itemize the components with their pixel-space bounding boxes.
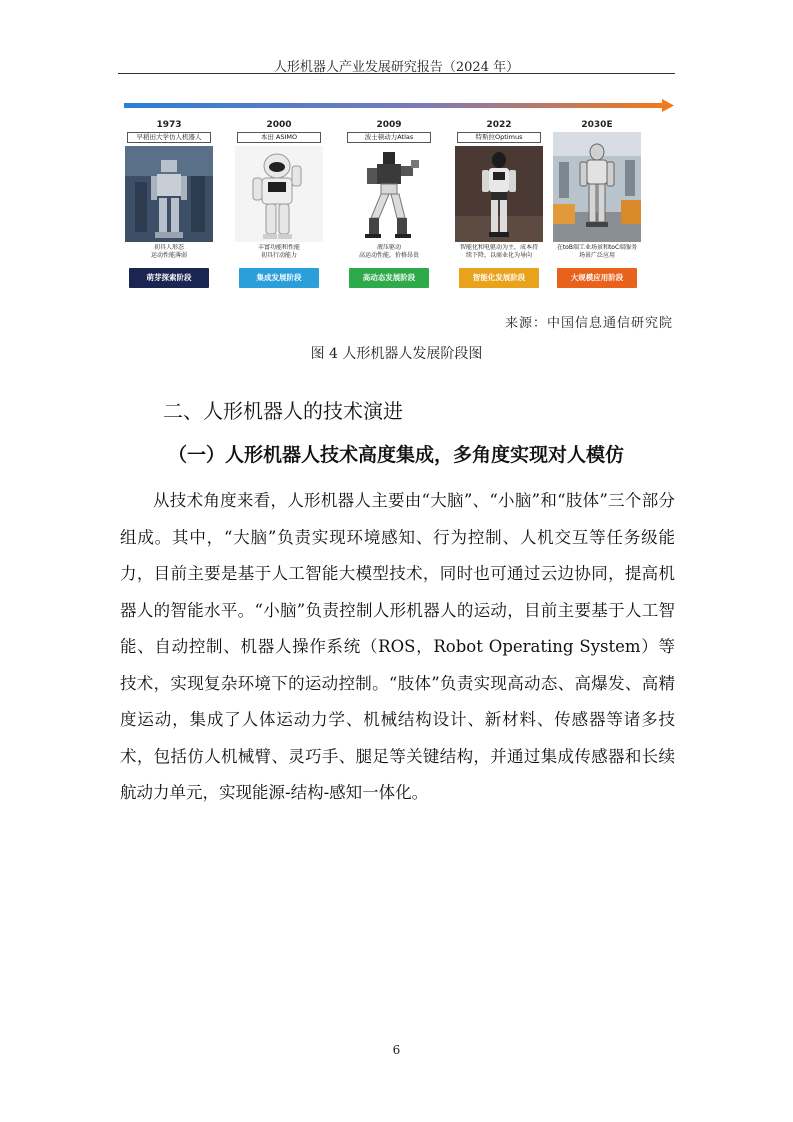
- body-paragraph: 从技术角度来看，人形机器人主要由“大脑”、“小脑”和“肢体”三个部分组成。其中，“大脑”负责实现环境感知、行为控制、人机交互等任务级能力，目前主要是基于人工智能大模型技术，同时也可通过云边协同，提高机器人的智能水平。“小脑”负责控制人形机器人的运动，目前主要基于人工智能、自动控制、机器人操作系统（ROS，Robot Operating System）等技术，实现复杂环境下的运动控制。“肢体”负责实现高动态、高爆发、高精度运动，集成了人体运动力学、机械结构设计、新材料、传感器等诸多技术，包括仿人机械臂、灵巧手、腿足等关键结构，并通过集成传感器和长续航动力单元，实现能源-结构-感知一体化。: [120, 491, 675, 802]
- stage-description: 在toB端工业场景和toC端服务 场景广泛应用: [556, 244, 638, 259]
- phase-badge: 大规模应用阶段: [557, 268, 637, 288]
- stage-year: 2000: [266, 120, 292, 130]
- stage-description: 智能化和电驱动为主，成本持 续下降，以商业化为导向: [459, 244, 538, 259]
- phase-badge: 智能化发展阶段: [459, 268, 539, 288]
- timeline-arrow: [124, 98, 674, 114]
- phase-badge: 高动态发展阶段: [349, 268, 429, 288]
- report-header-title: 人形机器人产业发展研究报告（2024 年）: [273, 60, 520, 75]
- stage-year: 2009: [376, 120, 402, 130]
- stage-description: 丰富功能和性能 初具行动能力: [257, 244, 300, 259]
- phase-badge: 萌芽探索阶段: [129, 268, 209, 288]
- section-heading: 二、人形机器人的技术演进: [163, 399, 403, 423]
- stage-robot-name: 早稻田大学仿人机器人: [127, 132, 211, 143]
- stage-robot-name: 特斯拉Optimus: [457, 132, 541, 143]
- figure-source: 来源：中国信息通信研究院: [504, 316, 673, 331]
- robot-photo-factory: [553, 132, 641, 242]
- stage-2030e: [551, 118, 643, 296]
- page-number: 6: [392, 1043, 401, 1057]
- sub-heading: （一）人形机器人技术高度集成，多角度实现对人模仿: [168, 444, 625, 466]
- phase-badge: 集成发展阶段: [239, 268, 319, 288]
- stage-2009: [343, 118, 435, 296]
- figure-caption: 图 4 人形机器人发展阶段图: [310, 346, 483, 362]
- stage-year: 1973: [156, 120, 182, 130]
- stage-2022: [453, 118, 545, 296]
- stage-description: 液压驱动 高运动性能，价格昂贵: [358, 244, 419, 259]
- stage-year: 2030E: [581, 120, 613, 130]
- stage-year: 2022: [486, 120, 512, 130]
- robot-photo-atlas: [345, 146, 433, 242]
- stage-1973: [123, 118, 215, 296]
- stage-description: 初具人形态 运动性能薄弱: [150, 244, 187, 259]
- header-rule: [118, 73, 675, 74]
- stage-robot-name: 本田 ASIMO: [237, 132, 321, 143]
- robot-photo-asimo: [235, 146, 323, 242]
- stage-2000: [233, 118, 325, 296]
- robot-photo-optimus: [455, 146, 543, 242]
- stage-robot-name: 波士顿动力Atlas: [347, 132, 431, 143]
- robot-photo-wabot: [125, 146, 213, 242]
